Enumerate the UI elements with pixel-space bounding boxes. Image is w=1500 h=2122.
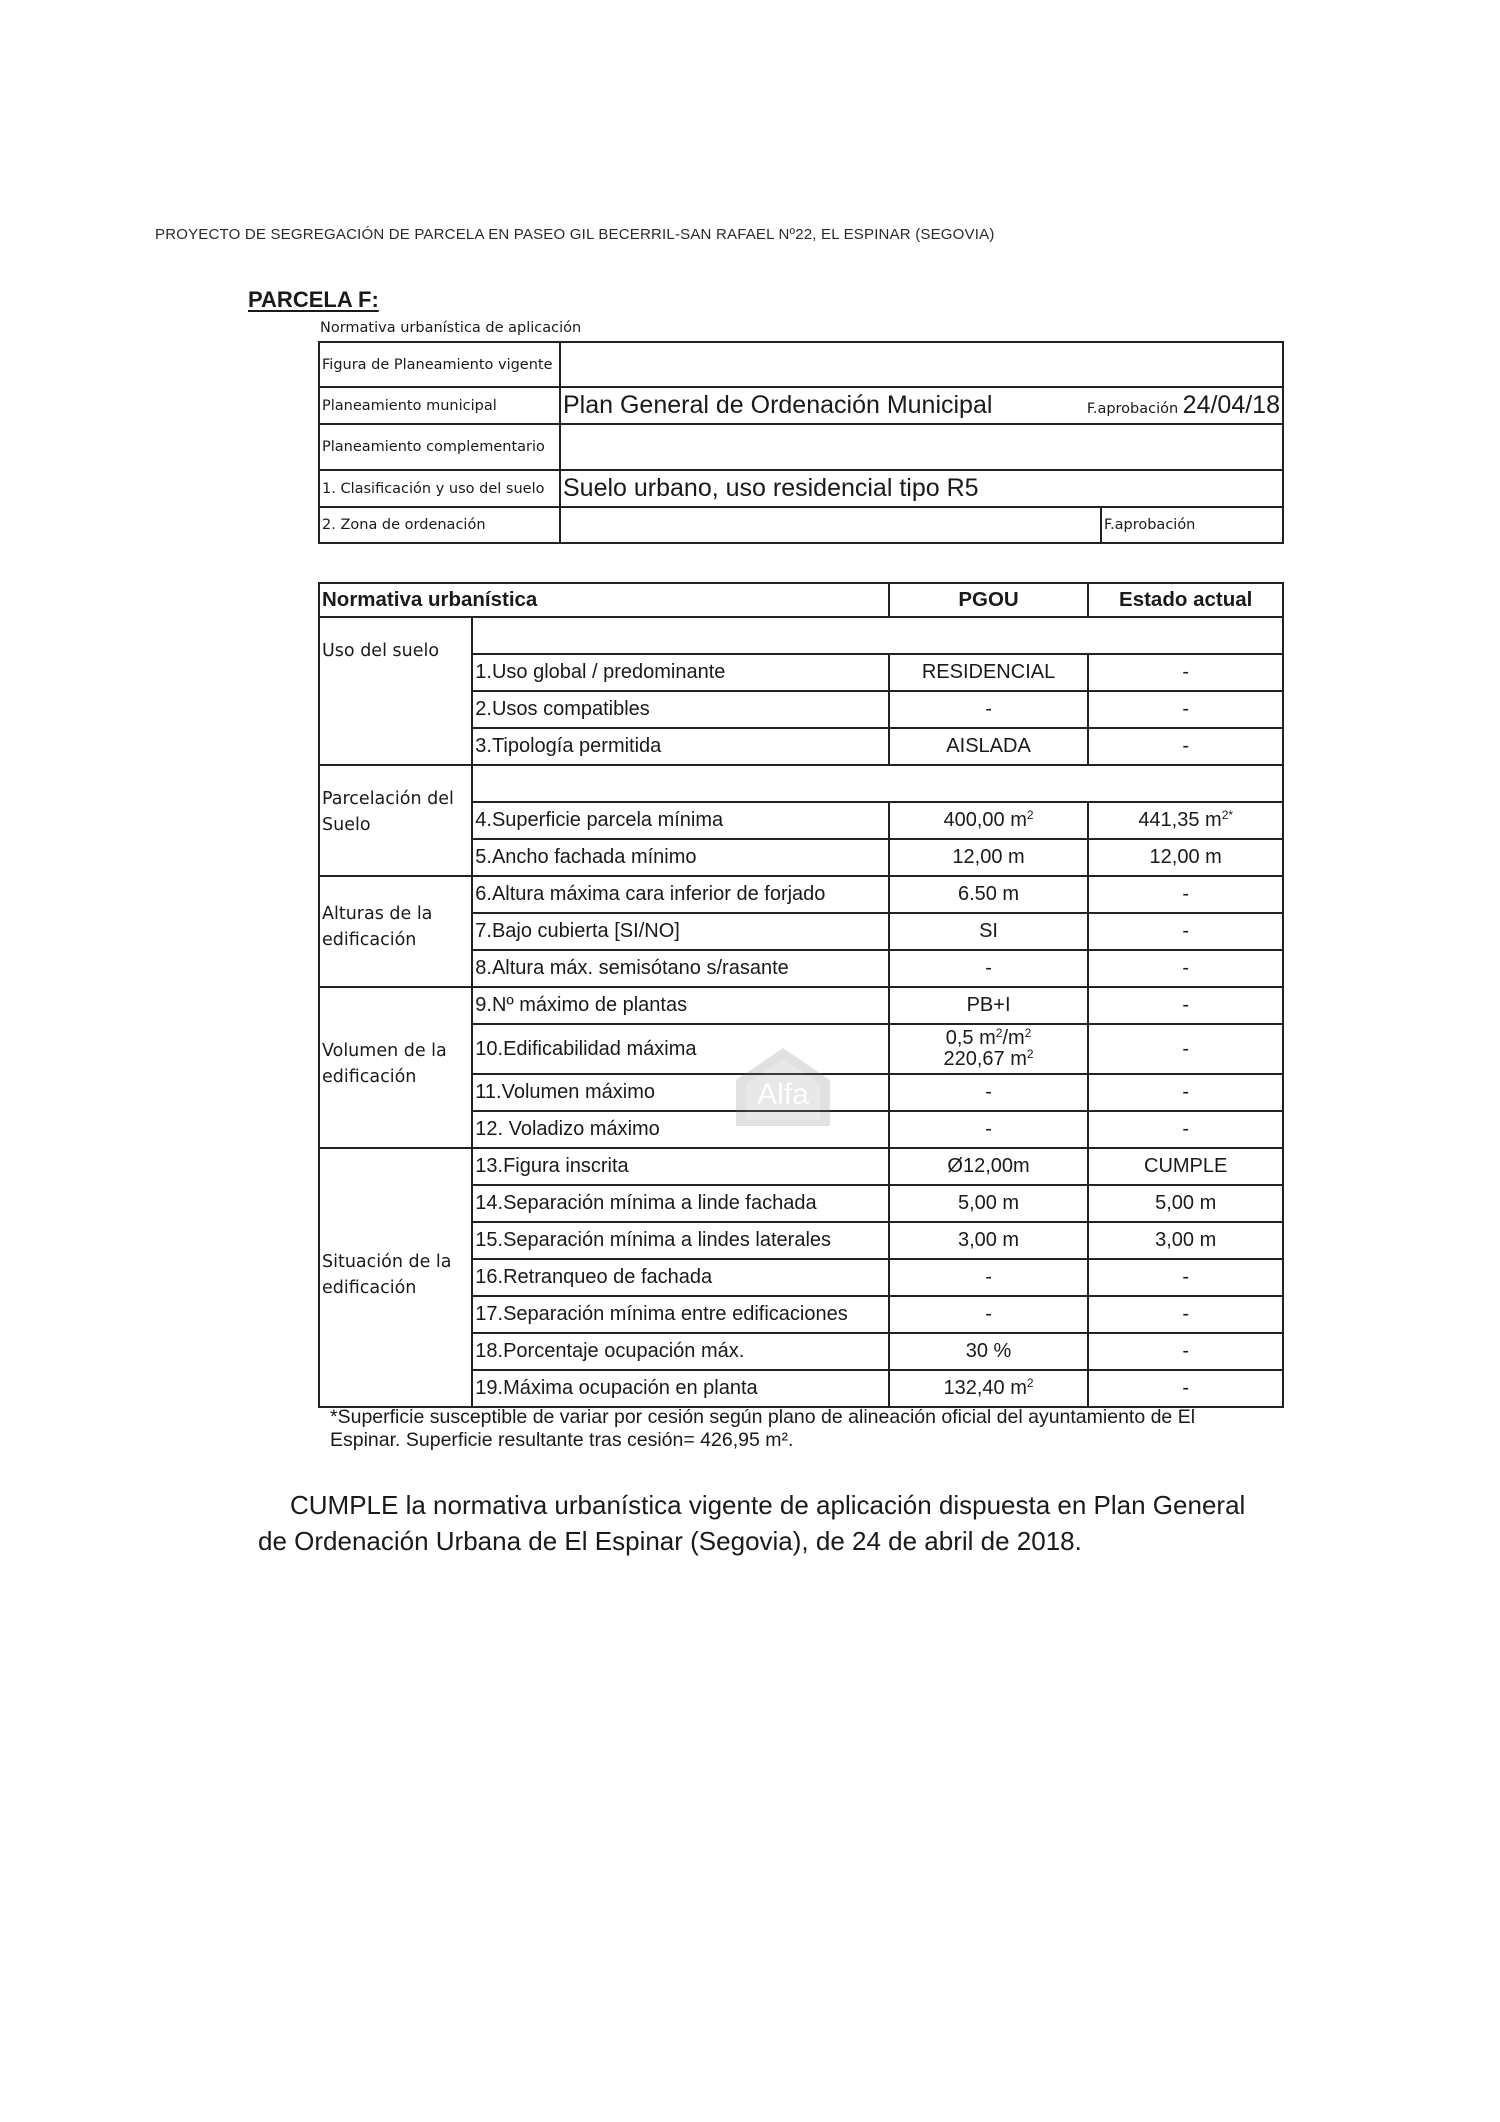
row-label: 3.Tipología permitida: [472, 728, 888, 765]
row-label: 5.Ancho fachada mínimo: [472, 839, 888, 876]
planeamiento-municipal-cell: [560, 387, 1283, 424]
row-pgou: -: [889, 1111, 1089, 1148]
row-pgou: 400,00 $m^2$: [889, 802, 1089, 839]
row-actual: -: [1088, 913, 1283, 950]
row-actual: -: [1088, 728, 1283, 765]
document-header: PROYECTO DE SEGREGACIÓN DE PARCELA EN PASEO GIL BECERRIL-SAN RAFAEL Nº22, EL ESPINAR (SEGOVIA): [155, 226, 995, 243]
spacer-row: [472, 617, 1283, 654]
group-alturas: Alturas de la edificación: [319, 876, 472, 987]
clasificacion-label: 1. Clasificación y uso del suelo: [319, 470, 560, 507]
row-actual: 5,00 m: [1088, 1185, 1283, 1222]
planeamiento-municipal-value: Plan General de Ordenación Municipal: [563, 391, 993, 419]
conclusion-paragraph: CUMPLE la normativa urbanística vigente de aplicación dispuesta en Plan General de Ordenación Urbana de El Espinar (Segovia), de 24 de abril de 2018.: [258, 1490, 1246, 1556]
row-label: 6.Altura máxima cara inferior de forjado: [472, 876, 888, 913]
row-actual: -: [1088, 1370, 1283, 1407]
row-pgou: 5,00 m: [889, 1185, 1089, 1222]
row-pgou: 6.50 m: [889, 876, 1089, 913]
col-header-pgou: PGOU: [889, 583, 1089, 617]
row-actual: -: [1088, 1333, 1283, 1370]
row-label: 7.Bajo cubierta [SI/NO]: [472, 913, 888, 950]
normativa-table: [318, 582, 1284, 1408]
row-actual: -: [1088, 1296, 1283, 1333]
row-pgou: AISLADA: [889, 728, 1089, 765]
row-label: 15.Separación mínima a lindes laterales: [472, 1222, 888, 1259]
row-actual: 441,35 $m^{2*}$: [1088, 802, 1283, 839]
row-pgou: 30 %: [889, 1333, 1089, 1370]
row-label: 8.Altura máx. semisótano s/rasante: [472, 950, 888, 987]
group-situacion: Situación de la edificación: [319, 1148, 472, 1407]
planeamiento-municipal-label: Planeamiento municipal: [319, 387, 560, 424]
row-actual: 3,00 m: [1088, 1222, 1283, 1259]
row-label: 2.Usos compatibles: [472, 691, 888, 728]
row-label: 4.Superficie parcela mínima: [472, 802, 888, 839]
planeamiento-complementario-value: [560, 424, 1283, 470]
group-uso-suelo: Uso del suelo: [319, 617, 472, 765]
row-label: 16.Retranqueo de fachada: [472, 1259, 888, 1296]
zona-ordenacion-label: 2. Zona de ordenación: [319, 507, 560, 543]
row-actual: -: [1088, 654, 1283, 691]
row-pgou: -: [889, 1296, 1089, 1333]
row-label: 18.Porcentaje ocupación máx.: [472, 1333, 888, 1370]
zona-ordenacion-cell: [560, 507, 1283, 543]
row-pgou: -: [889, 1259, 1089, 1296]
row-label: 10.Edificabilidad máxima: [472, 1024, 888, 1074]
row-pgou: 12,00 m: [889, 839, 1089, 876]
planeamiento-table: [318, 341, 1284, 544]
row-label: 9.Nº máximo de plantas: [472, 987, 888, 1024]
row-label: 11.Volumen máximo: [472, 1074, 888, 1111]
row-pgou: -: [889, 950, 1089, 987]
row-actual: 12,00 m: [1088, 839, 1283, 876]
col-header-estado-actual: Estado actual: [1088, 583, 1283, 617]
figura-planeamiento-label: Figura de Planeamiento vigente: [319, 342, 560, 387]
row-pgou: 3,00 m: [889, 1222, 1089, 1259]
row-pgou: Ø12,00m: [889, 1148, 1089, 1185]
watermark-logo: [728, 1040, 838, 1130]
row-pgou: 132,40 $m^2$: [889, 1370, 1089, 1407]
row-label: 17.Separación mínima entre edificaciones: [472, 1296, 888, 1333]
row-actual: -: [1088, 1074, 1283, 1111]
clasificacion-value: Suelo urbano, uso residencial tipo R5: [560, 470, 1283, 507]
row-actual: -: [1088, 987, 1283, 1024]
planeamiento-complementario-label: Planeamiento complementario: [319, 424, 560, 470]
group-parcelacion: Parcelación del Suelo: [319, 765, 472, 876]
row-actual: -: [1088, 876, 1283, 913]
row-label: 13.Figura inscrita: [472, 1148, 888, 1185]
row-label: 12. Voladizo máximo: [472, 1111, 888, 1148]
figura-planeamiento-value: [560, 342, 1283, 387]
row-actual: -: [1088, 1024, 1283, 1074]
row-actual: -: [1088, 950, 1283, 987]
row-actual: CUMPLE: [1088, 1148, 1283, 1185]
zona-fecha-aprobacion-label: F.aprobación: [1100, 508, 1282, 542]
row-pgou: RESIDENCIAL: [889, 654, 1089, 691]
row-actual: -: [1088, 1259, 1283, 1296]
watermark-text: Alfa: [757, 1078, 809, 1111]
row-pgou: SI: [889, 913, 1089, 950]
fecha-aprobacion-value: 24/04/18: [1182, 391, 1280, 419]
col-header-normativa: Normativa urbanística: [319, 583, 889, 617]
footnote: *Superficie susceptible de variar por cesión según plano de alineación oficial del ayuntamiento de El Espinar. Superficie resultante tras cesión= 426,95 m².: [330, 1406, 1196, 1451]
normativa-aplicacion-label: Normativa urbanística de aplicación: [320, 320, 582, 336]
row-label: 19.Máxima ocupación en planta: [472, 1370, 888, 1407]
group-volumen: Volumen de la edificación: [319, 987, 472, 1148]
row-pgou: -: [889, 1074, 1089, 1111]
parcela-title: PARCELA F:: [248, 287, 379, 312]
spacer-row: [472, 765, 1283, 802]
row-label: 1.Uso global / predominante: [472, 654, 888, 691]
row-pgou: 0,5 $m^2/m^2$ 220,67 $m^2$: [889, 1024, 1089, 1074]
row-actual: -: [1088, 691, 1283, 728]
fecha-aprobacion-label: F.aprobación: [1086, 401, 1179, 417]
row-pgou: PB+I: [889, 987, 1089, 1024]
row-actual: -: [1088, 1111, 1283, 1148]
row-label: 14.Separación mínima a linde fachada: [472, 1185, 888, 1222]
row-pgou: -: [889, 691, 1089, 728]
house-icon: [728, 1040, 838, 1130]
